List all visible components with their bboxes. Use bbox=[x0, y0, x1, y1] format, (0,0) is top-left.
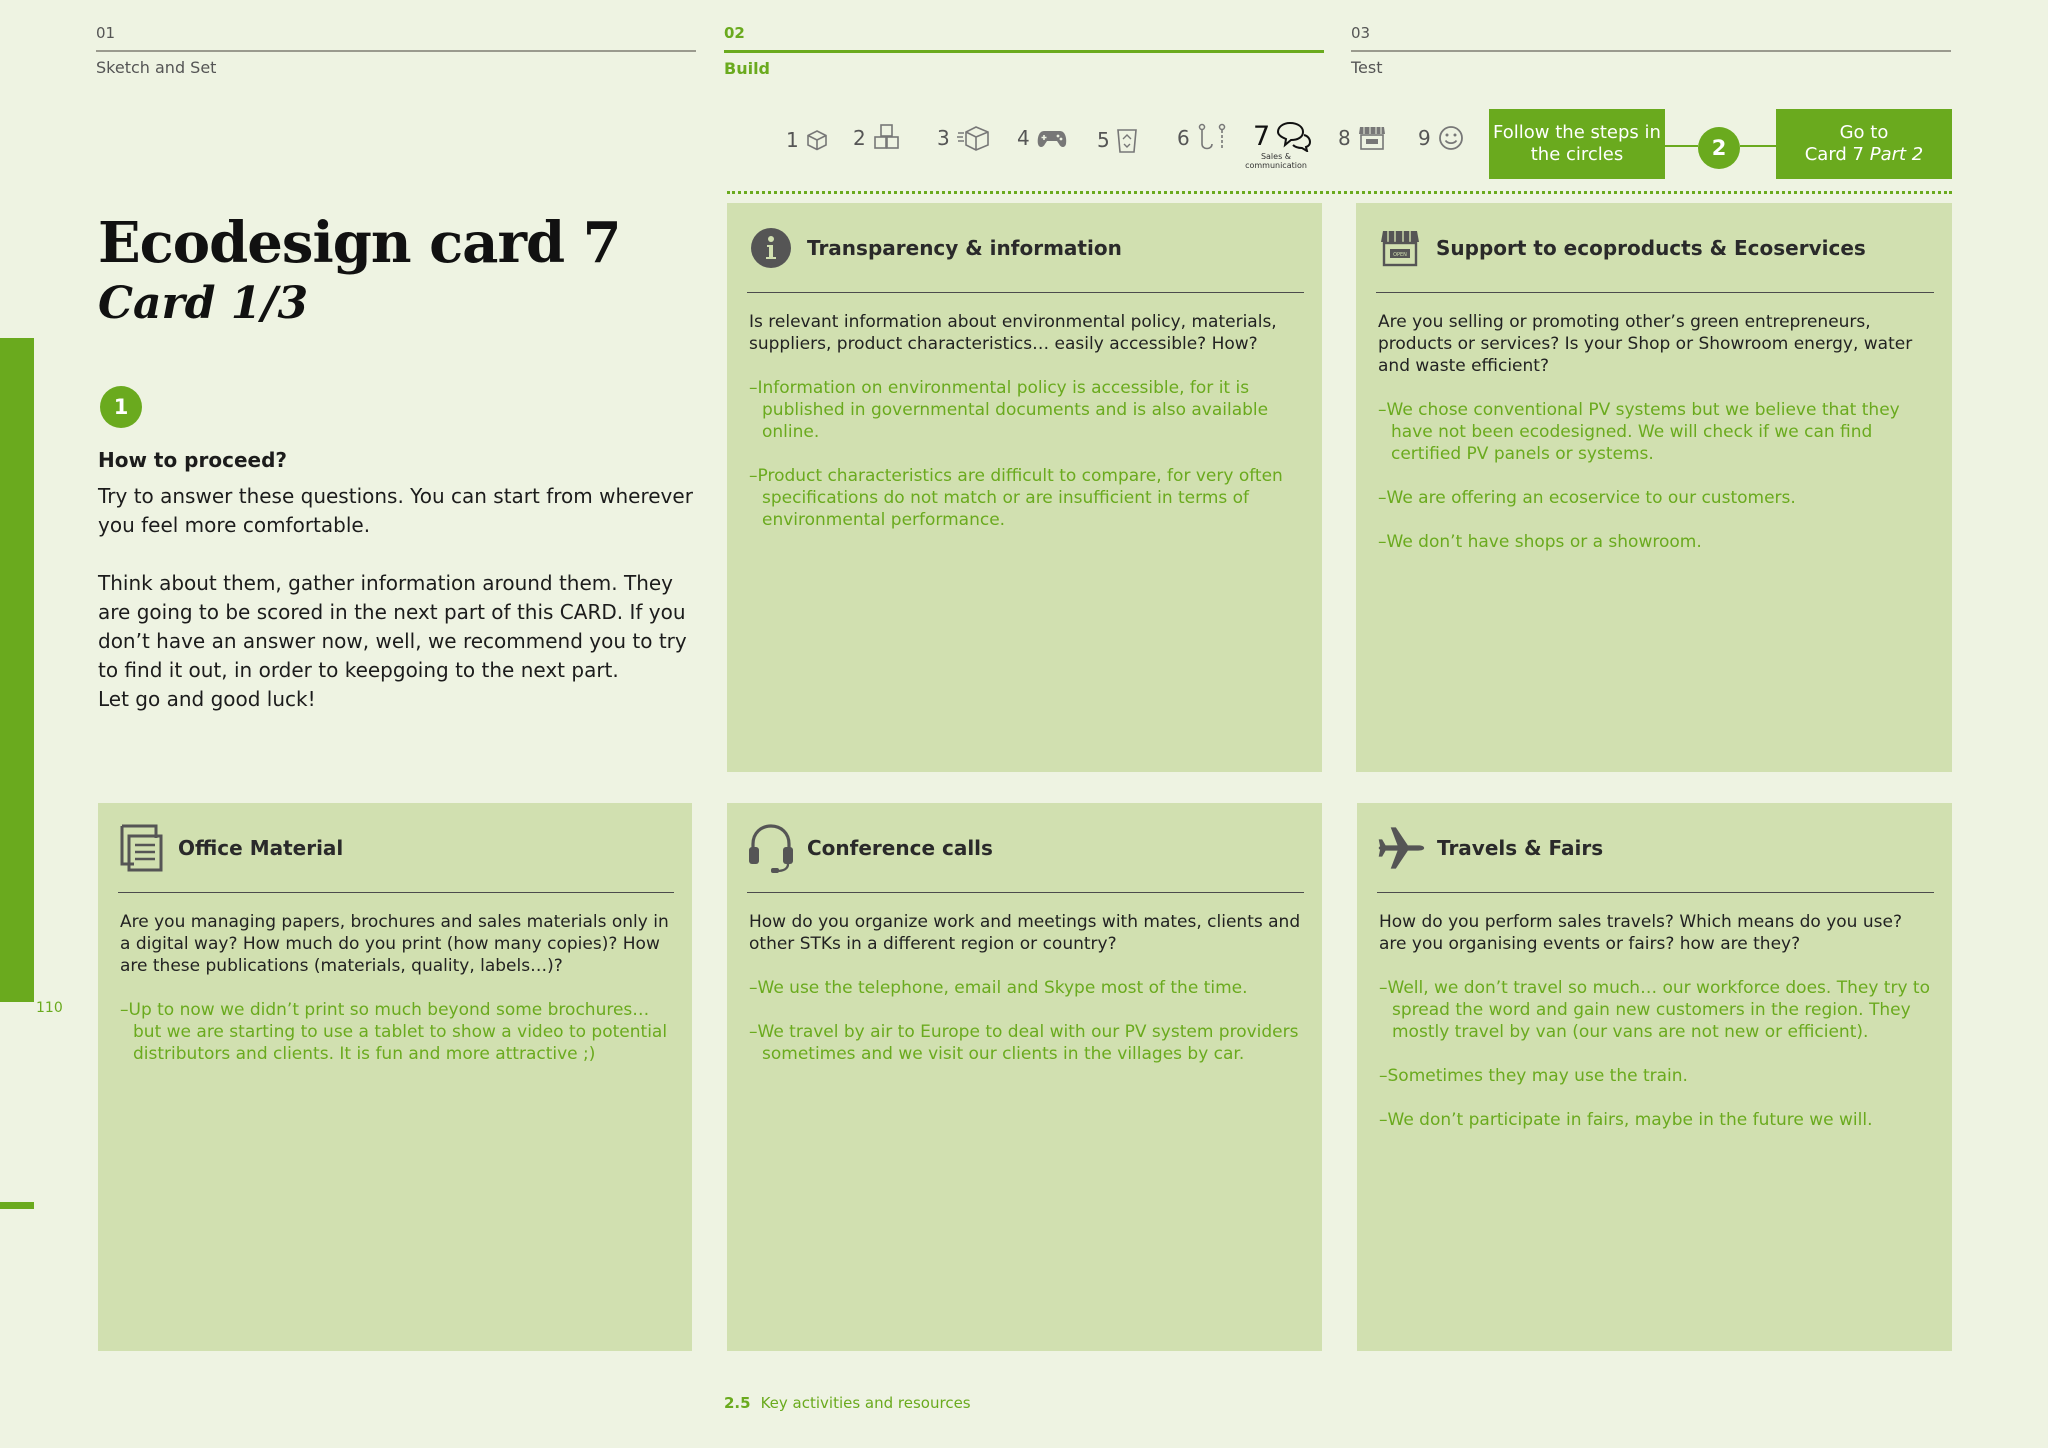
document-icon bbox=[118, 824, 166, 872]
phase-tab-01[interactable] bbox=[96, 24, 696, 77]
go-to-part-2-button[interactable] bbox=[1776, 109, 1952, 179]
phase-tab-03[interactable] bbox=[1351, 24, 1951, 77]
step-number: 3 bbox=[937, 126, 950, 150]
card-title: Office Material bbox=[178, 835, 344, 860]
card-body bbox=[749, 311, 1304, 553]
card-office-material bbox=[98, 803, 692, 1351]
how-to-proceed-text bbox=[98, 482, 698, 714]
step-number: 6 bbox=[1177, 126, 1190, 150]
card-body bbox=[749, 911, 1304, 1087]
card-title: Support to ecoproducts & Ecoservices bbox=[1436, 235, 1866, 260]
card-question: How do you perform sales travels? Which means do you use? are you organising events or fairs? how are they? bbox=[1379, 912, 1902, 954]
section-footer bbox=[724, 1394, 971, 1412]
box-icon bbox=[805, 128, 829, 152]
headset-icon bbox=[747, 824, 795, 872]
airplane-icon bbox=[1377, 824, 1425, 872]
card-title: Transparency & information bbox=[807, 235, 1122, 260]
card-question: Are you selling or promoting other’s green entrepreneurs, products or services? Is your Shop or Showroom energy, water and waste efficient? bbox=[1378, 312, 1913, 376]
phase-rule bbox=[1351, 50, 1951, 52]
step-4[interactable] bbox=[1017, 108, 1068, 168]
phase-name: Sketch and Set bbox=[96, 58, 217, 77]
phase-number: 02 bbox=[724, 24, 745, 42]
boxes-icon bbox=[872, 123, 902, 153]
card-body bbox=[1379, 911, 1934, 1153]
card-body bbox=[120, 911, 674, 1087]
page-subtitle: Card 1/3 bbox=[98, 278, 309, 329]
phase-number: 03 bbox=[1351, 24, 1371, 42]
step-number: 2 bbox=[853, 126, 866, 150]
step-5[interactable] bbox=[1097, 110, 1138, 170]
connector-line bbox=[1665, 145, 1698, 147]
card-question: Are you managing papers, brochures and sales materials only in a digital way? How much do you print (how many copies)? How are these publications (materials, quality, labels…)? bbox=[120, 912, 669, 976]
step-circle-2 bbox=[1698, 127, 1740, 169]
card-answer: –We use the telephone, email and Skype most of the time. bbox=[749, 978, 1248, 998]
step-number: 8 bbox=[1338, 126, 1351, 150]
card-header bbox=[118, 803, 674, 893]
step-circle-1 bbox=[100, 386, 142, 428]
step-9[interactable] bbox=[1418, 108, 1465, 168]
card-answer: –We travel by air to Europe to deal with our PV system providers sometimes and we visit our clients in the villages by car. bbox=[749, 1022, 1299, 1064]
follow-steps-box bbox=[1489, 109, 1665, 179]
follow-steps-label: Follow the steps in the circles bbox=[1493, 122, 1661, 165]
side-accent-bar bbox=[0, 338, 34, 1002]
card-answer: –We don’t have shops or a showroom. bbox=[1378, 532, 1702, 552]
phase-tab-02[interactable] bbox=[724, 24, 1324, 78]
card-header bbox=[1377, 803, 1934, 893]
go-to-label: Go to bbox=[1839, 122, 1889, 143]
side-accent-mark bbox=[0, 1202, 34, 1209]
card-answer: –Well, we don’t travel so much… our workforce does. They try to spread the word and gain new customers in the region. They mostly travel by van (our vans are not new or efficient). bbox=[1379, 978, 1930, 1042]
dotted-divider bbox=[727, 191, 1952, 194]
step-number: 1 bbox=[786, 128, 799, 152]
page-title: Ecodesign card 7 bbox=[98, 210, 621, 276]
info-icon bbox=[747, 224, 795, 272]
phase-rule bbox=[96, 50, 696, 52]
step-circle-number: 1 bbox=[113, 395, 129, 419]
card-conference-calls bbox=[727, 803, 1322, 1351]
recycle-bin-icon bbox=[1116, 126, 1138, 154]
how-to-proceed-heading: How to proceed? bbox=[98, 448, 288, 472]
step-number: 4 bbox=[1017, 126, 1030, 150]
card-header bbox=[1376, 203, 1934, 293]
intro-paragraph: Let go and good luck! bbox=[98, 687, 316, 711]
step-number: 7 bbox=[1253, 120, 1271, 152]
go-to-card: Card 7 bbox=[1804, 144, 1870, 165]
step-circle-number: 2 bbox=[1711, 136, 1727, 160]
section-name: Key activities and resources bbox=[760, 1394, 971, 1412]
card-header bbox=[747, 203, 1304, 293]
step-8[interactable] bbox=[1338, 108, 1387, 168]
card-answer: –Sometimes they may use the train. bbox=[1379, 1066, 1688, 1086]
gamepad-icon bbox=[1036, 126, 1068, 150]
card-answer: –We are offering an ecoservice to our customers. bbox=[1378, 488, 1796, 508]
go-to-target bbox=[1805, 144, 1924, 166]
phase-number: 01 bbox=[96, 24, 116, 42]
page-number: 110 bbox=[36, 1000, 63, 1016]
card-transparency bbox=[727, 203, 1322, 772]
card-support bbox=[1356, 203, 1952, 772]
open-sign-text: OPEN bbox=[1393, 251, 1407, 258]
step-2[interactable] bbox=[853, 108, 902, 168]
card-question: How do you organize work and meetings with mates, clients and other STKs in a different region or country? bbox=[749, 912, 1301, 954]
card-answer: –Product characteristics are difficult to compare, for very often specifications do not match or are insufficient in terms of environmental performance. bbox=[749, 466, 1283, 530]
card-header bbox=[747, 803, 1304, 893]
card-travels-fairs bbox=[1357, 803, 1952, 1351]
step-6[interactable] bbox=[1177, 108, 1228, 168]
phase-rule bbox=[724, 50, 1324, 53]
shop-icon bbox=[1357, 123, 1387, 153]
step-number: 5 bbox=[1097, 128, 1110, 152]
go-to-part: Part 2 bbox=[1869, 144, 1924, 165]
phase-name: Build bbox=[724, 59, 771, 78]
phase-name: Test bbox=[1351, 58, 1383, 77]
card-answer: –We chose conventional PV systems but we believe that they have not been ecodesigned. We will check if we can find certified PV panels or systems. bbox=[1378, 400, 1900, 464]
caption-line: Sales & bbox=[1260, 152, 1292, 161]
card-answer: –Information on environmental policy is accessible, for it is published in governmental documents and is also available online. bbox=[749, 378, 1269, 442]
path-icon bbox=[1196, 122, 1228, 154]
intro-paragraph: Think about them, gather information around them. They are going to be scored in the next part of this CARD. If you don’t have an answer now, well, we recommend you to try to find it out, in order to keepgoing to the next part. bbox=[98, 571, 687, 682]
step-number: 9 bbox=[1418, 126, 1431, 150]
intro-paragraph: Try to answer these questions. You can start from wherever you feel more comfortable. bbox=[98, 484, 693, 537]
moving-box-icon bbox=[956, 124, 990, 152]
step-1[interactable] bbox=[786, 110, 829, 170]
card-answer: –We don’t participate in fairs, maybe in the future we will. bbox=[1379, 1110, 1873, 1130]
card-title: Travels & Fairs bbox=[1437, 835, 1604, 860]
card-question: Is relevant information about environmental policy, materials, suppliers, product characteristics… easily accessible? How? bbox=[749, 312, 1277, 354]
section-number: 2.5 bbox=[724, 1394, 751, 1412]
step-3[interactable] bbox=[937, 108, 990, 168]
step-7-caption bbox=[1236, 152, 1316, 170]
card-body bbox=[1378, 311, 1934, 575]
card-answer: –Up to now we didn’t print so much beyond some brochures… but we are starting to use a tablet to show a video to potential distributors and clients. It is fun and more attractive ;) bbox=[120, 1000, 668, 1064]
caption-line: communication bbox=[1245, 161, 1307, 170]
card-title: Conference calls bbox=[807, 835, 993, 860]
smiley-icon bbox=[1437, 124, 1465, 152]
open-shop-icon bbox=[1376, 224, 1424, 272]
chat-bubbles-icon bbox=[1276, 120, 1312, 152]
connector-line bbox=[1740, 145, 1776, 147]
